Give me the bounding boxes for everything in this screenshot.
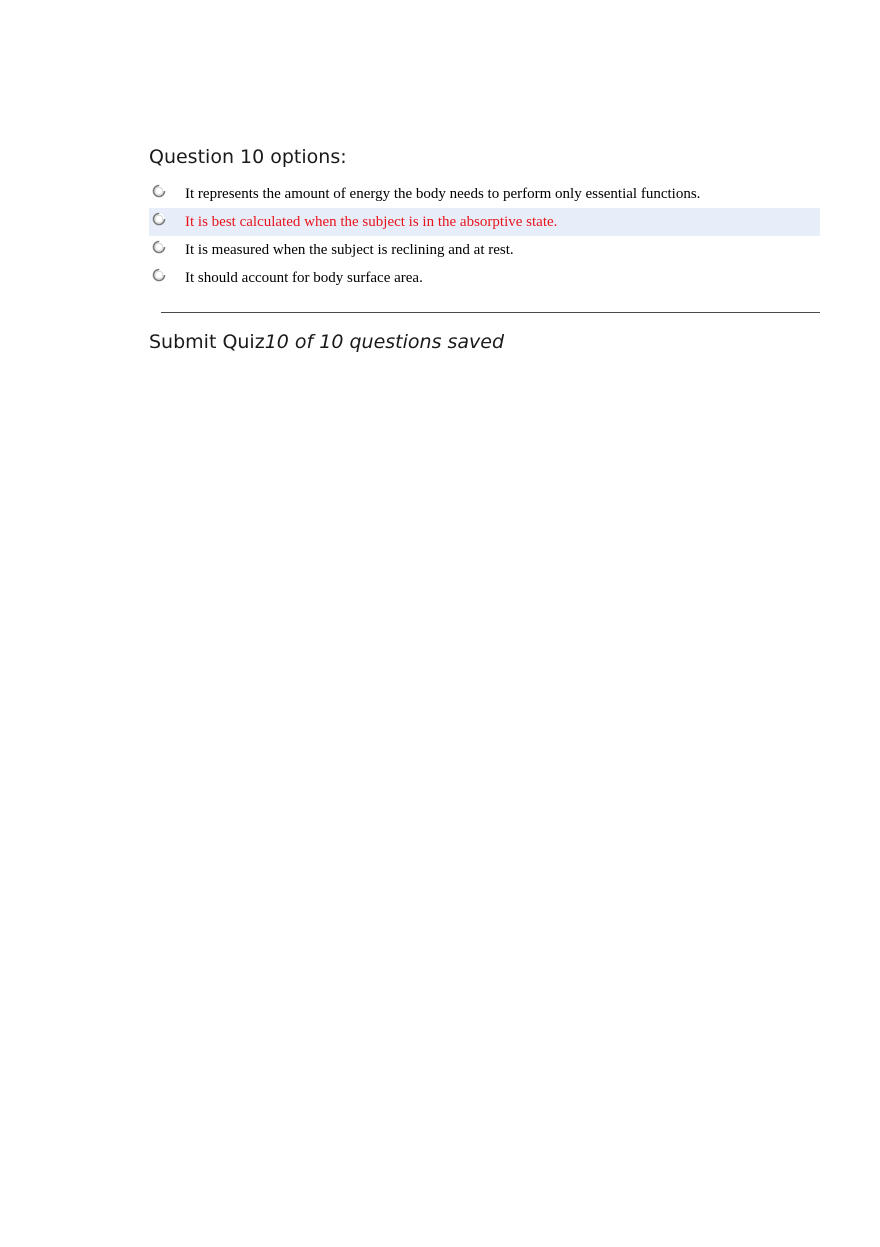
answer-option-1[interactable] — [149, 180, 820, 208]
quiz-footer — [149, 331, 504, 353]
radio-button-icon[interactable] — [152, 212, 166, 226]
radio-button-icon[interactable] — [152, 268, 166, 282]
radio-button-icon[interactable] — [152, 184, 166, 198]
question-heading: Question 10 options: — [149, 146, 347, 168]
answer-option-3[interactable] — [149, 236, 820, 264]
section-divider — [161, 312, 820, 313]
answer-option-text: It should account for body surface area. — [185, 270, 423, 286]
submit-quiz-button[interactable]: Submit Quiz — [149, 331, 265, 353]
answer-option-text: It is measured when the subject is reclining and at rest. — [185, 242, 514, 258]
radio-button-icon[interactable] — [152, 240, 166, 254]
saved-status-text: 10 of 10 questions saved — [264, 331, 505, 353]
answer-option-2[interactable] — [149, 208, 820, 236]
answer-options-list — [149, 180, 820, 292]
answer-option-text: It is best calculated when the subject is in the absorptive state. — [185, 214, 558, 230]
answer-option-text: It represents the amount of energy the body needs to perform only essential functions. — [185, 186, 701, 202]
answer-option-4[interactable] — [149, 264, 820, 292]
